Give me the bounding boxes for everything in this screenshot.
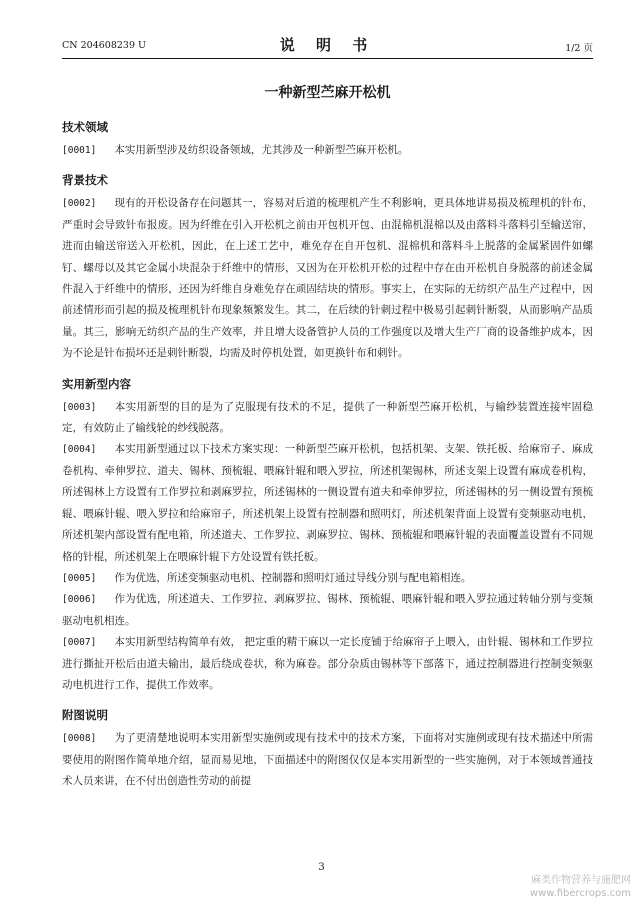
section-heading: 附图说明 [62, 708, 108, 723]
section-heading: 实用新型内容 [62, 376, 131, 391]
paragraph [62, 728, 593, 792]
paragraph [62, 193, 593, 364]
paragraph-number: [0006] [62, 594, 97, 606]
paragraph-text: 现有的开松设备存在问题其一，容易对后道的梳理机产生不利影响，更具体地讲易损及梳理机的针布，严重时会导致针布报废。因为纤维在引入开松机之前由开包机开包、由混棉机混棉以及由落料斗落料引至输送帘，进而由输送帘送入开松机，因此，在上述工艺中，难免存在自开包机、混棉机和落料斗上脱落的金属紧固件如螺钉、螺母以及其它金属小块混杂于纤维中的情形，又因为在开松机开松的过程中存在由开松机自身脱落的前述金属件混入于纤维中的情形，还因为纤维自身难免存在顽固结块的情形。事实上，在实际的无纺织产品生产过程中，因前述情形而引起的损及梳理机针布现象频繁发生。其二，在后续的针刺过程中极易引起刺针断裂，从而影响产品质量。其三，影响无纺织产品的生产效率，并且增大设备管护人员的工作强度以及增大生产厂商的设备维护成本，因为不论是针布损坏还是刺针断裂，均需及时停机处置，如更换针布和刺针。 [62, 197, 593, 360]
paragraph-number: [0004] [62, 444, 97, 456]
watermark-line-2: www.fibercrops.com [529, 888, 631, 899]
paragraph-text: 本实用新型涉及纺织设备领域，尤其涉及一种新型苎麻开松机。 [114, 144, 409, 156]
paragraph [62, 397, 593, 440]
paragraph [62, 632, 593, 696]
page-number: 3 [318, 862, 325, 873]
section-heading: 技术领域 [62, 120, 108, 134]
paragraph-text: 本实用新型结构简单有效， 把定重的精干麻以一定长度铺于给麻帘子上喂入，由针辊、锡林和工作罗拉进行撕扯开松后由道夫输出，最后绕成卷状，称为麻卷。部分杂质由锡林等下部落下，通过控制器进行控制变频驱动电机进行工作，提供工作效率。 [62, 636, 593, 691]
paragraph [62, 439, 593, 567]
paragraph [62, 589, 593, 632]
document-title: 一种新型苎麻开松机 [264, 85, 391, 101]
paragraph [62, 568, 593, 589]
site-watermark [530, 874, 631, 900]
paragraph-text: 本实用新型的目的是为了克服现有技术的不足，提供了一种新型苎麻开松机，与输纱装置连接牢固稳定，有效防止了输线轮的纱线脱落。 [62, 400, 593, 435]
paragraph-number: [0005] [62, 572, 97, 584]
paragraph-number: [0002] [62, 198, 97, 210]
paragraph-text: 作为优选，所述变频驱动电机、控制器和照明灯通过导线分别与配电箱相连。 [114, 571, 472, 584]
paragraph [62, 140, 593, 161]
publication-number: CN 204608239 U [62, 40, 147, 51]
paragraph-number: [0008] [62, 733, 97, 745]
paragraph-text: 作为优选，所述道夫、工作罗拉、剥麻罗拉、锡林、预梳辊、喂麻针辊和喂入罗拉通过转轴分别与变频驱动电机相连。 [62, 593, 593, 627]
paragraph-text: 为了更清楚地说明本实用新型实施例或现有技术中的技术方案，下面将对实施例或现有技术描述中所需要使用的附图作简单地介绍，显而易见地，下面描述中的附图仅仅是本实用新型的一些实施例，对于本领域普通技术人员来讲，在不付出创造性劳动的前提 [62, 732, 593, 788]
paragraph-text: 本实用新型通过以下技术方案实现：一种新型苎麻开松机，包括机架、支架、铁托板、给麻帘子、麻成卷机构、牵伸罗拉、道夫、锡林、预梳辊、喂麻针辊和喂入罗拉，所述机架锡林，所述支架上设置有麻成卷机构，所述锡林上方设置有工作罗拉和剥麻罗拉，所述锡林的一侧设置有道夫和牵伸罗拉，所述锡林的另一侧设置有预梳辊、喂麻针辊、喂入罗拉和给麻帘子，所述机架上设置有控制器和照明灯，所述机架背面上设置有变频驱动电机，所述机架内部设置有配电箱，所述道夫、工作罗拉、剥麻罗拉、锡林、预梳辊和喂麻针辊的表面覆盖设置有不同规格的针棍，所述机架上在喂麻针辊下方处设置有铁托板。 [62, 443, 593, 563]
page-indicator: 1/2 页 [565, 43, 593, 54]
paragraph-number: [0003] [62, 401, 97, 413]
document-body [62, 118, 593, 793]
paragraph-number: [0001] [62, 145, 97, 156]
document-type-title: 说 明 书 [279, 36, 376, 54]
page-header [62, 32, 593, 59]
paragraph-number: [0007] [62, 637, 97, 649]
section-heading: 背景技术 [62, 173, 108, 188]
watermark-line-1: 麻类作物营养与施肥网 [531, 875, 631, 886]
